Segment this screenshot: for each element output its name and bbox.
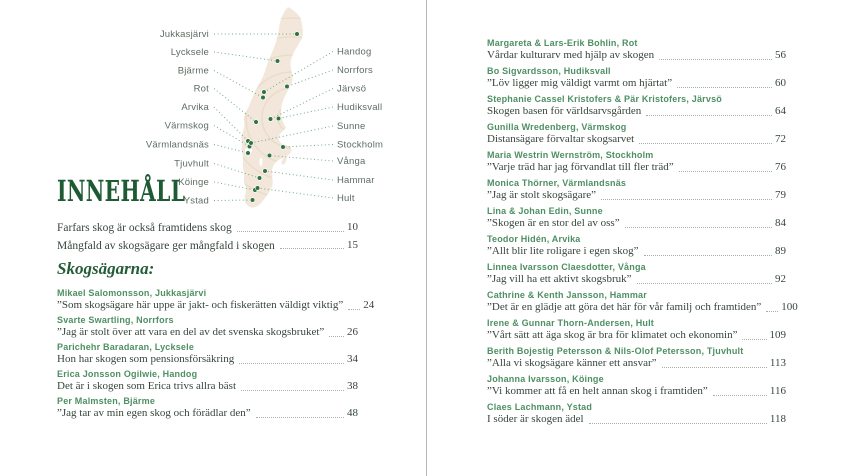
- map-place-label: Värmlandsnäs: [145, 139, 209, 151]
- map-dot: [250, 198, 255, 203]
- entry-row: [487, 161, 786, 174]
- map-place-label: Norrfors: [337, 65, 373, 77]
- dotted-leader: [256, 417, 344, 418]
- toc-entry: [487, 66, 786, 90]
- entry-row: [57, 407, 358, 420]
- entry-title: Distansägare förvaltar skogsarvet: [487, 133, 635, 145]
- page-number: 56: [775, 49, 786, 61]
- dotted-leader: [639, 143, 772, 144]
- page-number: 116: [769, 385, 786, 397]
- entry-title: Hon har skogen som pensionsförsäkring: [57, 353, 235, 365]
- entry-row: [487, 329, 786, 342]
- entry-row: [487, 217, 786, 230]
- map-connector-line: [214, 200, 253, 201]
- intro-row: [57, 221, 358, 234]
- map-dot: [295, 32, 300, 37]
- owner-name: Lina & Johan Edin, Sunne: [487, 206, 603, 216]
- page-number: 26: [347, 326, 358, 338]
- entry-row: [487, 273, 786, 286]
- entry-row: [487, 357, 786, 370]
- toc-entry: [487, 234, 786, 258]
- map-dot: [276, 116, 281, 121]
- map-connector-line: [214, 71, 263, 98]
- map-place-label: Arvika: [181, 102, 209, 114]
- toc-entry: [57, 396, 358, 420]
- dotted-leader: [766, 311, 778, 312]
- map-dot: [263, 169, 268, 174]
- owner-name: Mikael Salomonsson, Jukkasjärvi: [57, 288, 207, 298]
- owner-name: Berith Bojestig Petersson & Nils-Olof Petersson, Tjuvhult: [487, 346, 744, 356]
- dotted-leader: [329, 336, 344, 337]
- owner-name: Teodor Hidén, Arvika: [487, 234, 581, 244]
- page-number: 38: [347, 380, 358, 392]
- map-place-label: Hudiksvall: [337, 102, 383, 114]
- owner-name: Linnea Ivarsson Claesdotter, Vånga: [487, 262, 646, 272]
- map-place-label: Stockholm: [337, 139, 384, 151]
- owner-name: Erica Jonsson Ogilwie, Handog: [57, 369, 198, 379]
- map-place-label: Handog: [337, 46, 372, 58]
- page-number: 15: [347, 238, 358, 251]
- toc-entry: [487, 346, 786, 370]
- page-number: 76: [775, 161, 786, 173]
- entry-title: ”Skogen är en stor del av oss”: [487, 217, 620, 229]
- page-number: 24: [363, 299, 375, 311]
- intro-list: [57, 221, 358, 256]
- toc-entry: [57, 369, 358, 393]
- map-dot: [261, 95, 266, 100]
- entry-row: [487, 385, 786, 398]
- map-place-label: Hammar: [337, 175, 375, 187]
- page-number: 10: [347, 221, 358, 233]
- entry-title: ”Vårt sätt att äga skog är bra för klimatet och ekonomin”: [487, 329, 738, 341]
- dotted-leader: [659, 59, 772, 60]
- entry-title: ”Jag är stolt skogsägare”: [487, 189, 597, 201]
- entry-row: [57, 299, 375, 312]
- map-place-label: Vånga: [337, 156, 366, 168]
- page-number: 64: [775, 105, 786, 117]
- dotted-leader: [625, 227, 772, 228]
- toc-entry: [487, 122, 786, 146]
- map-connector-line: [279, 107, 334, 119]
- owner-name: Margareta & Lars-Erik Bohlin, Rot: [487, 38, 638, 48]
- map-place-label: Sunne: [337, 121, 366, 133]
- page-title: INNEHÅLL: [57, 174, 186, 208]
- entry-row: [487, 77, 786, 90]
- entry-title: ”Jag är stolt över att vara en del av det svenska skogsbruket”: [57, 326, 325, 338]
- toc-entry: [487, 178, 786, 202]
- entry-title: ”Jag tar av min egen skog och förädlar den”: [57, 407, 251, 419]
- dotted-leader: [239, 363, 344, 364]
- dotted-leader: [662, 367, 767, 368]
- toc-entry: [487, 150, 786, 174]
- map-place-label: Jukkasjärvi: [159, 29, 209, 41]
- toc-entry: [487, 262, 786, 286]
- entry-row: [57, 380, 358, 393]
- map-place-label: Köinge: [178, 177, 209, 189]
- dotted-leader: [237, 231, 344, 232]
- entry-title: ”Vi kommer att få en helt annan skog i framtiden”: [487, 385, 708, 397]
- entry-title: Det är i skogen som Erica trivs allra bäst: [57, 380, 237, 392]
- entry-row: [487, 301, 798, 314]
- toc-list-left: [57, 288, 375, 423]
- page-number: 60: [775, 77, 786, 89]
- map-place-label: Järvsö: [337, 83, 367, 95]
- entry-title: Skogen basen för världsarvsgården: [487, 105, 642, 117]
- dotted-leader: [637, 283, 773, 284]
- map-place-label: Tjuvhult: [174, 158, 209, 170]
- toc-entry: [487, 290, 798, 314]
- owner-name: Bo Sigvardsson, Hudiksvall: [487, 66, 611, 76]
- page-number: 100: [781, 301, 798, 313]
- page-number: 109: [769, 329, 786, 341]
- dotted-leader: [601, 199, 772, 200]
- page-number: 72: [775, 133, 786, 145]
- toc-entry: [487, 402, 786, 426]
- dotted-leader: [646, 115, 772, 116]
- dotted-leader: [677, 87, 772, 88]
- map-place-label: Hult: [337, 193, 355, 205]
- page-number: 34: [347, 353, 358, 365]
- dotted-leader: [589, 423, 767, 424]
- entry-title: ”Jag vill ha ett aktivt skogsbruk”: [487, 273, 632, 285]
- map-dot: [249, 141, 254, 146]
- toc-entry: [57, 315, 358, 339]
- map-dot: [246, 151, 251, 156]
- entry-row: [487, 49, 786, 62]
- map-dot: [275, 59, 280, 64]
- toc-list-right: [487, 38, 798, 430]
- owner-name: Parichehr Baradaran, Lycksele: [57, 342, 195, 352]
- map-dot: [257, 176, 262, 181]
- owner-name: Johanna Ivarsson, Köinge: [487, 374, 604, 384]
- page-number: 84: [775, 217, 786, 229]
- dotted-leader: [241, 390, 344, 391]
- page-number: 92: [775, 273, 786, 285]
- owner-name: Cathrine & Kenth Jansson, Hammar: [487, 290, 647, 300]
- map-place-label: Bjärme: [177, 65, 209, 77]
- map-dot: [268, 117, 273, 122]
- dotted-leader: [742, 339, 766, 340]
- map-place-label: Ystad: [183, 195, 209, 207]
- map-dot: [281, 145, 286, 150]
- toc-entry: [487, 318, 786, 342]
- entry-title: ”Alla vi skogsägare känner ett ansvar”: [487, 357, 657, 369]
- entry-title: ”Allt blir lite roligare i egen skog”: [487, 245, 639, 257]
- entry-title: I söder är skogen ädel: [487, 413, 584, 425]
- owner-name: Per Malmsten, Bjärme: [57, 396, 156, 406]
- intro-row: [57, 239, 358, 252]
- map-dot: [285, 84, 290, 89]
- entry-title: Vårdar kulturarv med hjälp av skogen: [487, 49, 655, 61]
- map-place-label: Rot: [193, 83, 209, 95]
- map-place-label: Värmskog: [164, 120, 209, 132]
- owner-name: Svarte Swartling, Norrfors: [57, 315, 174, 325]
- owner-name: Stephanie Cassel Kristofers & Pär Kristofers, Järvsö: [487, 94, 722, 104]
- map-dot: [262, 90, 267, 95]
- dotted-leader: [644, 255, 772, 256]
- intro-title: Mångfald av skogsägare ger mångfald i skogen: [57, 239, 275, 252]
- entry-title: ”Som skogsägare här uppe är jakt- och fiskerätten väldigt viktig”: [57, 299, 344, 311]
- entry-row: [487, 189, 786, 202]
- map-dot: [267, 153, 272, 158]
- entry-row: [57, 353, 358, 366]
- page-number: 89: [775, 245, 786, 257]
- map-connector-line: [287, 70, 333, 87]
- entry-row: [487, 133, 786, 146]
- toc-entry: [57, 288, 375, 312]
- owner-name: Claes Lachmann, Ystad: [487, 402, 593, 412]
- dotted-leader: [713, 395, 767, 396]
- page-number: 48: [347, 407, 358, 419]
- toc-entry: [487, 374, 786, 398]
- entry-row: [487, 245, 786, 258]
- owner-name: Maria Westrin Wernström, Stockholm: [487, 150, 654, 160]
- map-place-label: Lycksele: [170, 47, 209, 59]
- entry-title: ”Varje träd har jag förvandlat till fler träd”: [487, 161, 674, 173]
- entry-title: ”Det är en glädje att göra det här för vår familj och framtiden”: [487, 301, 762, 313]
- toc-entry: [487, 38, 786, 62]
- map-connector-line: [265, 171, 333, 180]
- page-number: 113: [769, 357, 786, 369]
- entry-row: [487, 413, 786, 426]
- dotted-leader: [679, 171, 772, 172]
- map-dot: [255, 186, 260, 191]
- map-dot: [254, 120, 259, 125]
- owner-name: Irene & Gunnar Thorn-Andersen, Hult: [487, 318, 655, 328]
- dotted-leader: [280, 248, 344, 249]
- lake-vattern: [259, 158, 262, 166]
- dotted-leader: [348, 309, 360, 310]
- map-connector-line: [214, 52, 278, 61]
- owner-name: Gunilla Wredenberg, Värmskog: [487, 122, 627, 132]
- owner-name: Monica Thörner, Värmlandsnäs: [487, 178, 627, 188]
- page-number: 79: [775, 189, 786, 201]
- toc-entry: [487, 94, 786, 118]
- section-heading: Skogsägarna:: [57, 259, 155, 278]
- page-number: 118: [769, 413, 786, 425]
- entry-row: [487, 105, 786, 118]
- intro-title: Farfars skog är också framtidens skog: [57, 222, 232, 234]
- entry-row: [57, 326, 358, 339]
- entry-title: ”Löv ligger mig väldigt varmt om hjärtat”: [487, 77, 673, 89]
- toc-entry: [57, 342, 358, 366]
- map-connector-line: [283, 145, 333, 148]
- page-right: [427, 0, 850, 476]
- toc-entry: [487, 206, 786, 230]
